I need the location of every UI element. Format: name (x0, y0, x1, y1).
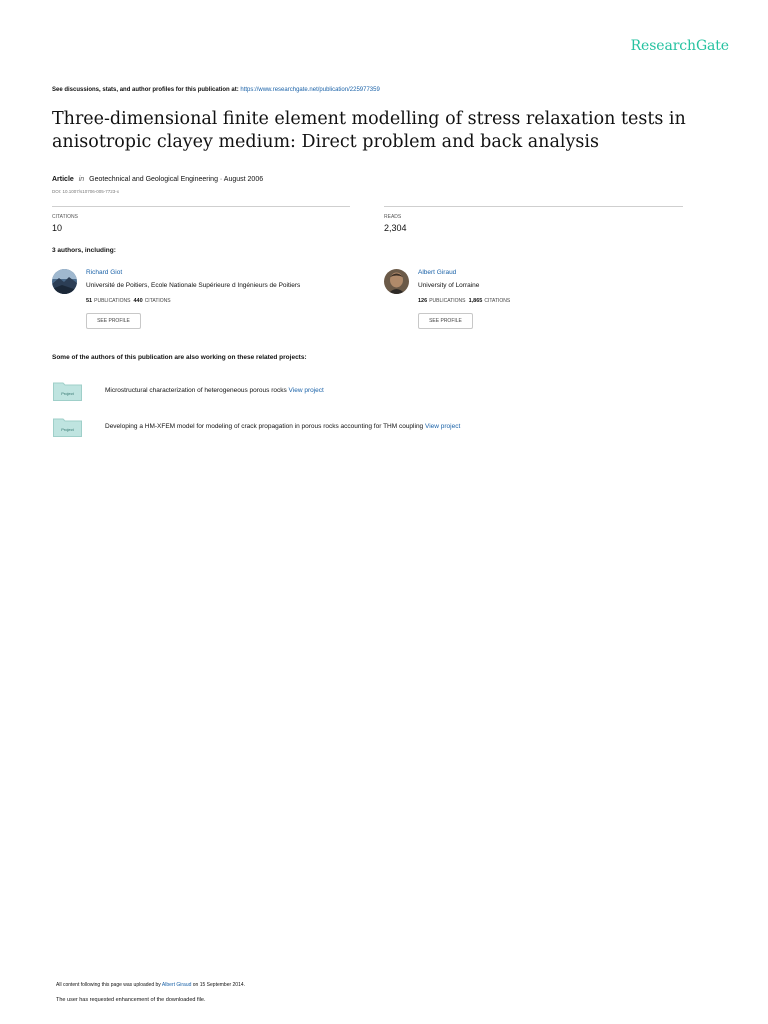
upload-date: on 15 September 2014. (192, 982, 246, 988)
upload-note (56, 982, 245, 988)
author-metrics (418, 298, 510, 304)
doi-text: DOI: 10.1007/s10706-005-7723-x (52, 189, 120, 194)
citations-label: CITATIONS (52, 214, 78, 220)
project-icon-label: Project (61, 427, 74, 432)
publication-title: Three-dimensional finite element modelling of stress relaxation tests in anisotropic clayey medium: Direct problem and back analysis (52, 109, 686, 152)
author-name-link[interactable]: Albert Giraud (418, 269, 457, 276)
avatar-albert-giraud[interactable] (384, 269, 409, 294)
divider-reads (384, 206, 683, 207)
article-type: Article (52, 176, 74, 183)
discussion-prefix: See discussions, stats, and author profiles for this publication at: (52, 87, 239, 93)
project-item (105, 387, 324, 394)
project-folder-icon (53, 381, 82, 401)
author-affiliation: Université de Poitiers, Ecole Nationale Supérieure d Ingénieurs de Poitiers (86, 282, 301, 289)
publications-count: 51 (86, 298, 93, 304)
related-projects-heading: Some of the authors of this publication are also working on these related projects: (52, 354, 307, 361)
author-metrics (86, 298, 171, 304)
reads-label: READS (384, 214, 402, 220)
article-in: in (78, 176, 85, 183)
journal-name: Geotechnical and Geological Engineering · August 2006 (89, 176, 264, 183)
citations-count: 1,865 (468, 298, 483, 304)
researchgate-logo[interactable]: ResearchGate (630, 38, 729, 54)
see-profile-button[interactable]: SEE PROFILE (418, 313, 473, 329)
project-icon-label: Project (61, 391, 74, 396)
citations-label: CITATIONS (484, 298, 511, 304)
project-item (105, 423, 460, 430)
publications-label: PUBLICATIONS (429, 298, 466, 304)
view-project-link[interactable]: View project (424, 423, 461, 430)
see-profile-button[interactable]: SEE PROFILE (86, 313, 141, 329)
reads-value: 2,304 (384, 223, 407, 233)
upload-prefix: All content following this page was uploaded by (56, 982, 161, 988)
citations-count: 440 (133, 298, 143, 304)
uploader-link[interactable]: Albert Giraud (161, 982, 192, 988)
publications-label: PUBLICATIONS (94, 298, 131, 304)
project-title: Developing a HM-XFEM model for modeling of crack propagation in porous rocks accounting for THM coupling (105, 423, 424, 430)
article-info (52, 176, 263, 183)
discussion-line (52, 87, 380, 93)
citations-value: 10 (52, 223, 63, 233)
citations-label: CITATIONS (144, 298, 171, 304)
publication-url-link[interactable]: https://www.researchgate.net/publication/225977359 (240, 87, 380, 93)
author-affiliation: University of Lorraine (418, 282, 480, 289)
avatar-richard-giot[interactable] (52, 269, 77, 294)
author-name-link[interactable]: Richard Giot (86, 269, 123, 276)
divider-citations (52, 206, 350, 207)
project-folder-icon (53, 417, 82, 437)
view-project-link[interactable]: View project (288, 387, 324, 394)
project-title: Microstructural characterization of heterogeneous porous rocks (105, 387, 287, 394)
authors-heading: 3 authors, including: (52, 247, 116, 254)
publications-count: 126 (418, 298, 428, 304)
enhancement-note: The user has requested enhancement of the downloaded file. (56, 997, 206, 1003)
